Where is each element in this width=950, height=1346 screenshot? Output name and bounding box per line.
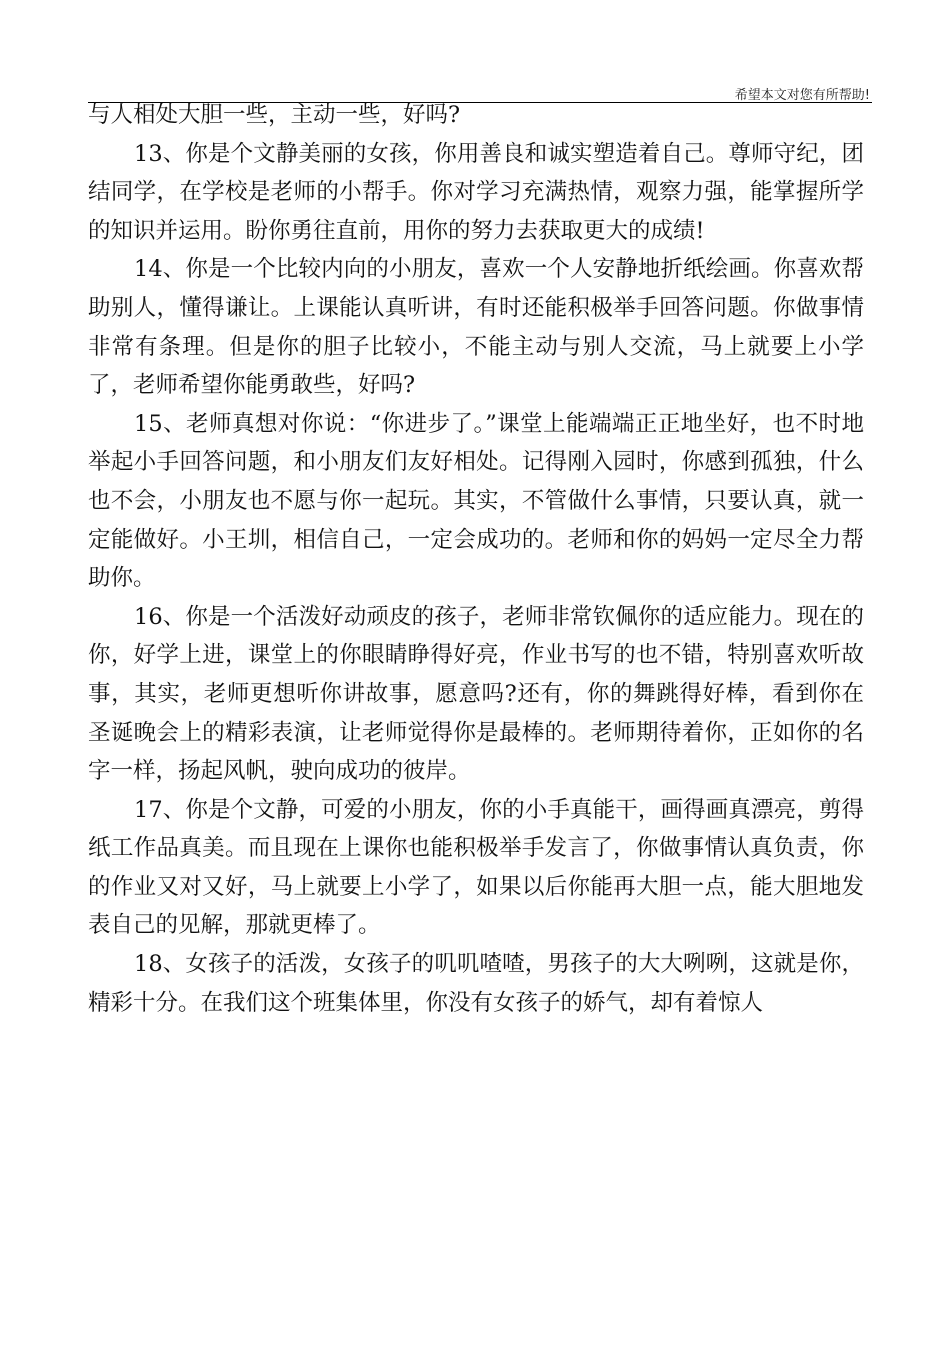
paragraph-17: 17、你是个文静，可爱的小朋友，你的小手真能干，画得画真漂亮，剪得纸工作品真美。而且现在上课你也能积极举手发言了，你做事情认真负责，你的作业又对又好，马上就要上小学了，如果以后你能再大胆一点，能大胆地发表自己的见解，那就更棒了。 bbox=[88, 796, 864, 939]
paragraph-16: 16、你是一个活泼好动顽皮的孩子，老师非常钦佩你的适应能力。现在的你，好学上进，课堂上的你眼睛睁得好亮，作业书写的也不错，特别喜欢听故事，其实，老师更想听你讲故事，愿意吗?还有，你的舞跳得好棒，看到你在圣诞晚会上的精彩表演，让老师觉得你是最棒的。老师期待着你，正如你的名字一样，扬起风帆，驶向成功的彼岸。 bbox=[88, 603, 864, 785]
paragraph-18: 18、女孩子的活泼，女孩子的叽叽喳喳，男孩子的大大咧咧，这就是你，精彩十分。在我们这个班集体里，你没有女孩子的娇气，却有着惊人 bbox=[88, 951, 864, 1016]
document-body bbox=[88, 96, 864, 1022]
header-note: 希望本文对您有所帮助! bbox=[734, 88, 870, 103]
continued-line: 与人相处大胆一些，主动一些，好吗? bbox=[88, 102, 461, 128]
paragraph-13: 13、你是个文静美丽的女孩，你用善良和诚实塑造着自己。尊师守纪，团结同学，在学校是老师的小帮手。你对学习充满热情，观察力强，能掌握所学的知识并运用。盼你勇往直前，用你的努力去获取更大的成绩! bbox=[88, 140, 864, 244]
paragraph-14: 14、你是一个比较内向的小朋友，喜欢一个人安静地折纸绘画。你喜欢帮助别人，懂得谦让。上课能认真听讲，有时还能积极举手回答问题。你做事情非常有条理。但是你的胆子比较小，不能主动与别人交流，马上就要上小学了，老师希望你能勇敢些，好吗? bbox=[88, 256, 864, 399]
paragraph-15: 15、老师真想对你说：“你进步了。”课堂上能端端正正地坐好，也不时地举起小手回答问题，和小朋友们友好相处。记得刚入园时，你感到孤独，什么也不会，小朋友也不愿与你一起玩。其实，不管做什么事情，只要认真，就一定能做好。小王圳，相信自己，一定会成功的。老师和你的妈妈一定尽全力帮助你。 bbox=[88, 410, 864, 592]
